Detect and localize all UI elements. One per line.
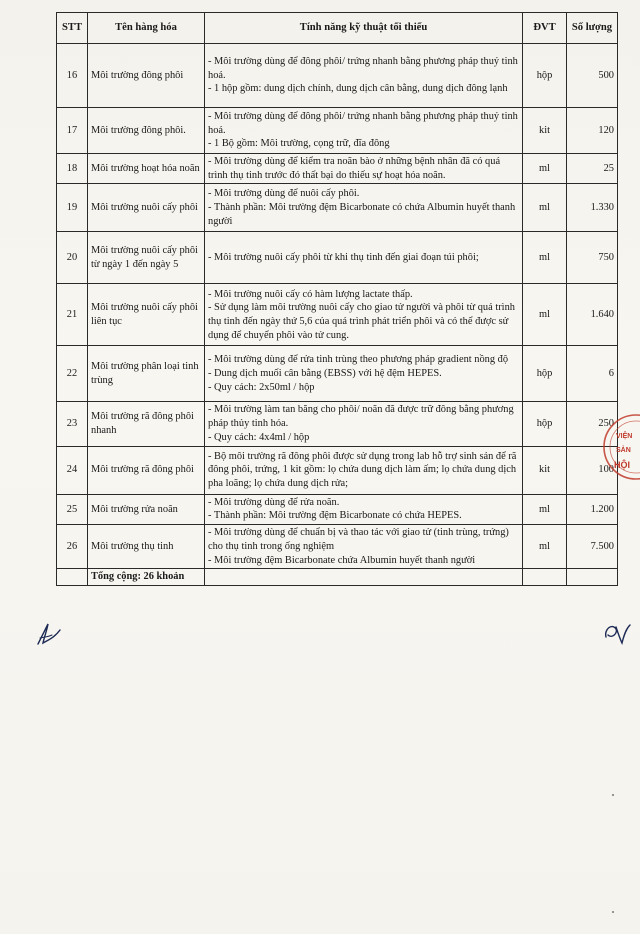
spec-line: - Môi trường nuôi cấy phôi từ khi thụ tinh đến giai đoạn túi phôi; — [208, 252, 479, 264]
spec-line: - Môi trường đệm Bicarbonate chứa Albumin huyết thanh người — [208, 554, 476, 566]
row-item-name: Môi trường rã đông phôi nhanh — [88, 402, 205, 446]
row-spec — [205, 44, 523, 108]
spec-line: - Môi trường dùng để rửa noãn. — [208, 496, 340, 508]
row-item-name: Môi trường nuôi cấy phôi từ ngày 1 đến ngày 5 — [88, 232, 205, 284]
spec-line: - Thành phần: Môi trường đệm Bicarbonate có chứa Albumin huyết thanh người — [208, 202, 516, 227]
row-spec — [205, 446, 523, 494]
spec-line: - Môi trường làm tan băng cho phôi/ noãn đã được trữ đông bằng phương pháp thủy tinh hóa. — [208, 404, 514, 430]
row-item-name: Môi trường nuôi cấy phôi liên tục — [88, 284, 205, 346]
spec-line: - Môi trường dùng để chuẩn bị và thao tác với giao tử (tinh trùng, trứng) cho thụ tinh trong ống nghiệm — [208, 527, 509, 552]
table-row — [57, 346, 618, 402]
row-item-name: Môi trường đông phôi — [88, 44, 205, 108]
spec-line: - Môi trường dùng để đông phôi/ trứng nhanh bằng phương pháp thuỷ tinh hoá. — [208, 55, 518, 81]
row-spec — [205, 494, 523, 524]
row-stt: 21 — [57, 284, 88, 346]
row-stt: 18 — [57, 154, 88, 184]
table-row — [57, 232, 618, 284]
row-stt: 22 — [57, 346, 88, 402]
row-stt: 19 — [57, 184, 88, 232]
row-quantity: 100 — [567, 446, 618, 494]
row-spec — [205, 346, 523, 402]
spec-line: - Môi trường dùng để đông phôi/ trứng nhanh bằng phương pháp thuỷ tinh hoá. — [208, 110, 518, 136]
row-item-name: Môi trường hoạt hóa noãn — [88, 154, 205, 184]
row-quantity: 500 — [567, 44, 618, 108]
spec-line: - 1 Bộ gồm: Môi trường, cọng trữ, đĩa đông — [208, 138, 390, 150]
spec-line: - 1 hộp gồm: dung dịch chính, dung dịch cân bằng, dung dịch đông lạnh — [208, 83, 508, 95]
row-spec — [205, 402, 523, 446]
row-unit: ml — [523, 494, 567, 524]
row-unit: ml — [523, 284, 567, 346]
row-unit: kit — [523, 108, 567, 154]
row-quantity: 7.500 — [567, 525, 618, 569]
header-spec: Tính năng kỹ thuật tối thiểu — [205, 13, 523, 44]
row-spec — [205, 184, 523, 232]
table-row — [57, 108, 618, 154]
spec-line: - Môi trường dùng để kiểm tra noãn bào ở những bệnh nhân đã có quá trình thụ tinh trước đó thất bại do thiếu sự hoạt hóa noãn. — [208, 156, 501, 181]
header-stt: STT — [57, 13, 88, 44]
signature-initials-right — [600, 617, 636, 647]
header-name: Tên hàng hóa — [88, 13, 205, 44]
row-stt: 26 — [57, 525, 88, 569]
row-unit: hộp — [523, 44, 567, 108]
total-spec-cell — [205, 569, 523, 586]
header-unit: ĐVT — [523, 13, 567, 44]
row-spec — [205, 232, 523, 284]
total-unit-cell — [523, 569, 567, 586]
scan-speck — [612, 794, 614, 796]
row-quantity: 1.330 — [567, 184, 618, 232]
spec-line: - Dung dịch muối cân bằng (EBSS) với hệ đệm HEPES. — [208, 368, 442, 380]
row-unit: hộp — [523, 402, 567, 446]
spec-line: - Quy cách: 4x4ml / hộp — [208, 431, 310, 443]
row-stt: 23 — [57, 402, 88, 446]
total-label: Tổng cộng: 26 khoản — [88, 569, 205, 586]
row-stt: 20 — [57, 232, 88, 284]
spec-line: - Môi trường dùng để nuôi cấy phôi. — [208, 188, 360, 200]
table-row — [57, 525, 618, 569]
table-row — [57, 154, 618, 184]
row-unit: hộp — [523, 346, 567, 402]
row-item-name: Môi trường phân loại tinh trùng — [88, 346, 205, 402]
row-unit: ml — [523, 232, 567, 284]
spec-line: - Quy cách: 2x50ml / hộp — [208, 381, 315, 393]
row-item-name: Môi trường rửa noãn — [88, 494, 205, 524]
spec-line: - Môi trường dùng để rửa tinh trùng theo phương pháp gradient nồng độ — [208, 354, 509, 366]
stamp-text-2: SẢN — [616, 447, 631, 454]
row-unit: kit — [523, 446, 567, 494]
table-row — [57, 494, 618, 524]
row-quantity: 25 — [567, 154, 618, 184]
spec-line: - Bộ môi trường rã đông phôi được sử dụng trong lab hỗ trợ sinh sản để rã đông phôi, trứng, 1 kit gồm: lọ chứa dung dịch làm ấm; lọ chứa dung dịch pha loãng; lọ chứa dung dịch rửa; — [208, 450, 517, 490]
row-unit: ml — [523, 154, 567, 184]
row-spec — [205, 284, 523, 346]
row-item-name: Môi trường thụ tinh — [88, 525, 205, 569]
row-quantity: 120 — [567, 108, 618, 154]
table-body — [57, 44, 618, 569]
spec-line: - Môi trường nuôi cấy có hàm lượng lactate thấp. — [208, 288, 413, 300]
spec-line: - Thành phần: Môi trường đệm Bicarbonate có chứa HEPES. — [208, 510, 462, 522]
row-quantity: 1.200 — [567, 494, 618, 524]
table-row — [57, 44, 618, 108]
table-header-row — [57, 13, 618, 44]
row-unit: ml — [523, 184, 567, 232]
scan-speck — [612, 911, 614, 913]
row-stt: 17 — [57, 108, 88, 154]
row-quantity: 1.640 — [567, 284, 618, 346]
row-item-name: Môi trường rã đông phôi — [88, 446, 205, 494]
header-qty: Số lượng — [567, 13, 618, 44]
red-seal-stamp — [596, 412, 640, 482]
row-quantity: 750 — [567, 232, 618, 284]
row-spec — [205, 108, 523, 154]
table-row — [57, 184, 618, 232]
stamp-text-3: HỘI — [614, 460, 631, 470]
table-row — [57, 284, 618, 346]
total-stt-cell — [57, 569, 88, 586]
row-spec — [205, 525, 523, 569]
row-stt: 24 — [57, 446, 88, 494]
table-row — [57, 402, 618, 446]
goods-table — [56, 12, 618, 586]
table-row — [57, 446, 618, 494]
total-qty-cell — [567, 569, 618, 586]
total-row — [57, 569, 618, 586]
row-unit: ml — [523, 525, 567, 569]
row-quantity: 6 — [567, 346, 618, 402]
row-quantity: 250 — [567, 402, 618, 446]
row-item-name: Môi trường nuôi cấy phôi — [88, 184, 205, 232]
stamp-text-1: VIỆN — [616, 433, 633, 440]
row-item-name: Môi trường đông phôi. — [88, 108, 205, 154]
row-stt: 25 — [57, 494, 88, 524]
row-spec — [205, 154, 523, 184]
row-stt: 16 — [57, 44, 88, 108]
spec-line: - Sử dụng làm môi trường nuôi cấy cho giao tử người và phôi từ quá trình thụ tinh đến ngày thứ 5,6 của quá trình phát triển phôi và có thể được sử dụng để chuyển phôi vào tử cung. — [208, 302, 515, 341]
signature-initials-left — [34, 618, 68, 648]
